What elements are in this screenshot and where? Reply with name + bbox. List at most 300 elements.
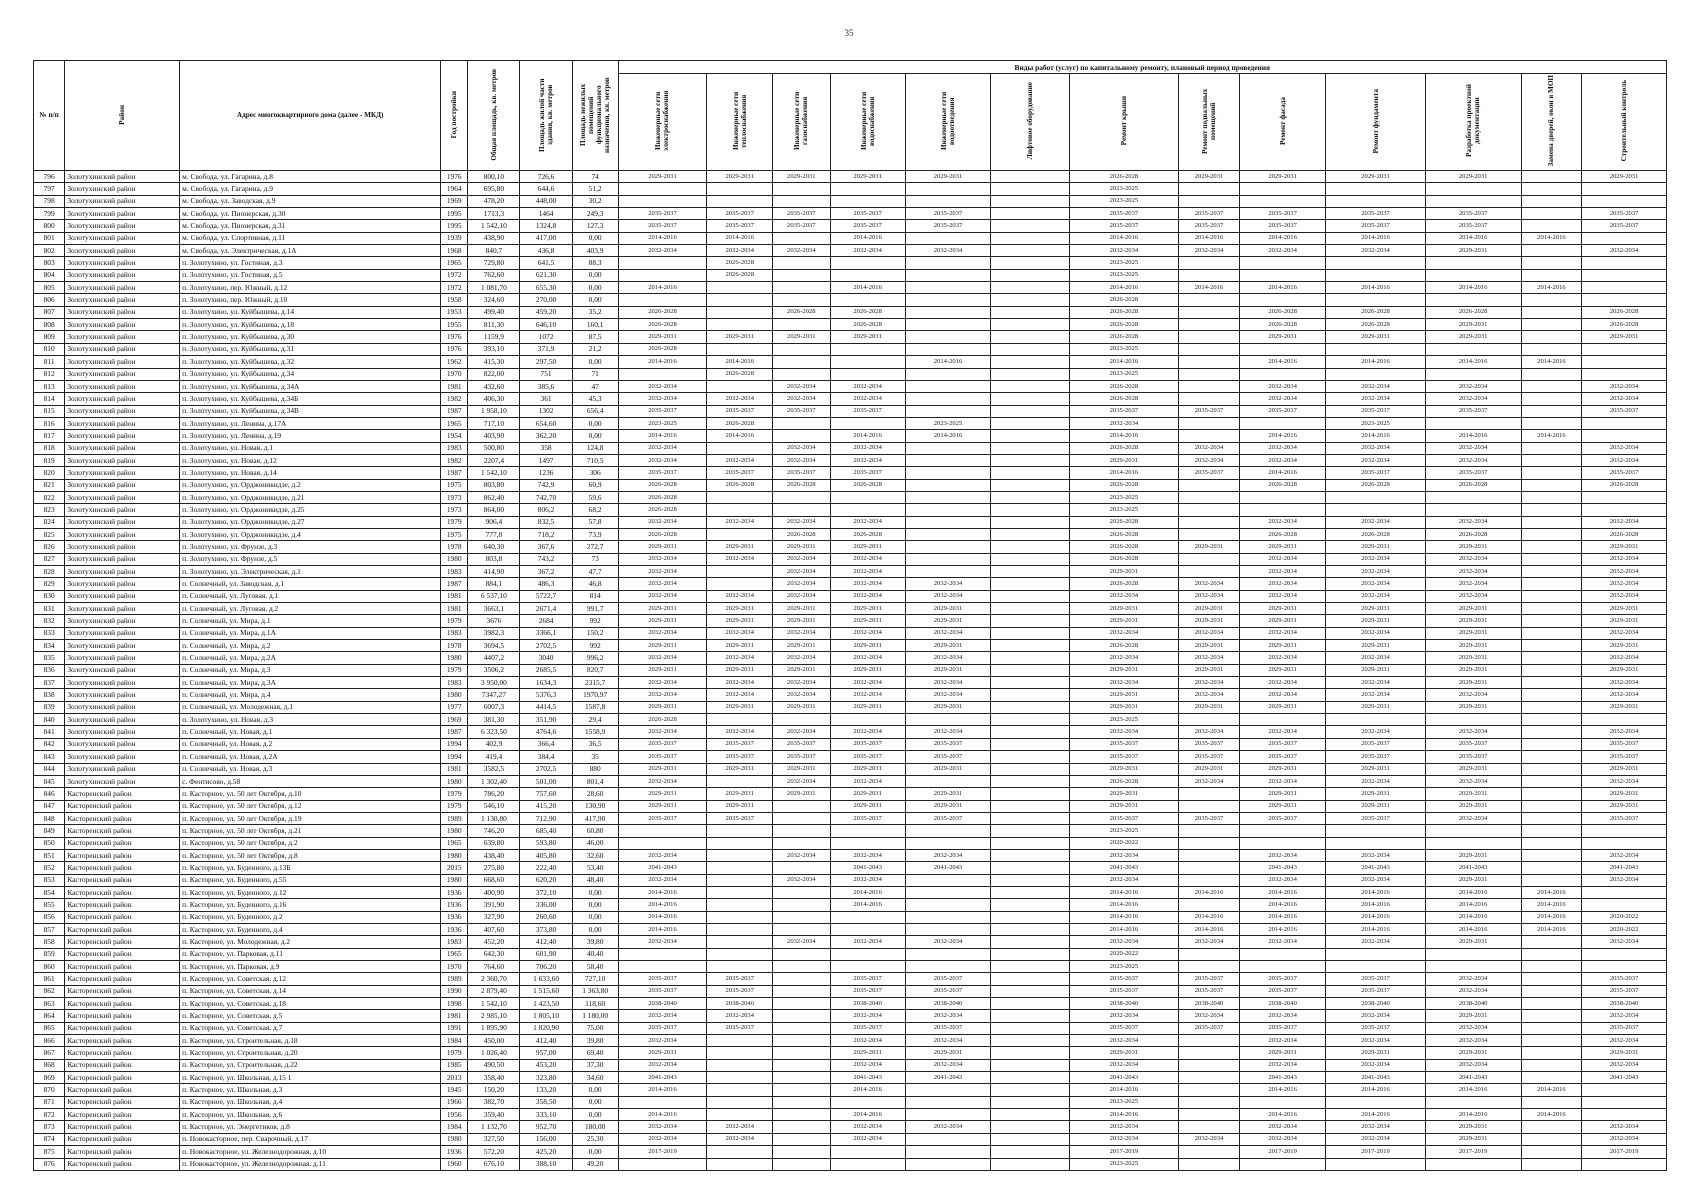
- cell-work-period: [618, 195, 707, 207]
- cell-work-period: 2029-2031: [773, 541, 830, 553]
- cell-work-period: 2038-2040: [1326, 998, 1425, 1010]
- cell-district: Золотухинский район: [65, 627, 180, 639]
- cell-work-period: [830, 195, 905, 207]
- cell-work-period: [773, 998, 830, 1010]
- cell-address: п. Золотухино, ул. Новая, д.12: [180, 454, 441, 466]
- cell-total-area: 450,00: [468, 1035, 520, 1047]
- cell-work-period: [905, 1109, 991, 1121]
- cell-work-period: 2029-2031: [905, 171, 991, 183]
- cell-work-period: 2032-2034: [1425, 985, 1521, 997]
- cell-living-area: 361: [520, 393, 572, 405]
- cell-work-period: [991, 343, 1069, 355]
- cell-nonres-area: 0,00: [572, 232, 618, 244]
- cell-work-period: 2032-2034: [1326, 1035, 1425, 1047]
- cell-work-period: 2032-2034: [1069, 627, 1179, 639]
- table-row: [34, 849, 1667, 861]
- cell-work-period: [991, 504, 1069, 516]
- cell-work-period: [905, 306, 991, 318]
- cell-number: 827: [34, 553, 65, 565]
- cell-work-period: 2032-2034: [773, 936, 830, 948]
- cell-work-period: [707, 528, 773, 540]
- cell-work-period: 2032-2034: [773, 553, 830, 565]
- cell-district: Касторенский район: [65, 911, 180, 923]
- cell-district: Касторенский район: [65, 1096, 180, 1108]
- cell-district: Золотухинский район: [65, 417, 180, 429]
- page-number: 35: [844, 28, 854, 38]
- cell-total-area: 1159,9: [468, 331, 520, 343]
- cell-work-period: [991, 788, 1069, 800]
- cell-work-period: [1326, 491, 1425, 503]
- cell-work-period: [773, 183, 830, 195]
- table-row: [34, 1133, 1667, 1145]
- cell-work-period: [773, 886, 830, 898]
- cell-living-area: 1 515,60: [520, 985, 572, 997]
- cell-work-period: 2035-2037: [905, 985, 991, 997]
- table-row: [34, 874, 1667, 886]
- cell-work-period: 2029-2031: [1239, 701, 1326, 713]
- cell-address: п. Касторное, ул. 50 лет Октября, д.10: [180, 788, 441, 800]
- cell-work-period: 2032-2034: [1582, 1010, 1667, 1022]
- cell-work-period: [1425, 714, 1521, 726]
- cell-living-area: 388,10: [520, 1158, 572, 1170]
- cell-work-period: [991, 257, 1069, 269]
- cell-district: Касторенский район: [65, 849, 180, 861]
- cell-work-period: 2032-2034: [1069, 1059, 1179, 1071]
- cell-work-period: [1521, 652, 1582, 664]
- cell-work-period: [1521, 812, 1582, 824]
- cell-total-area: 676,10: [468, 1158, 520, 1170]
- cell-work-period: [1521, 1158, 1582, 1170]
- cell-work-period: 2029-2031: [773, 701, 830, 713]
- cell-work-period: 2032-2034: [905, 936, 991, 948]
- cell-work-period: 2026-2028: [1326, 528, 1425, 540]
- cell-total-area: 150,20: [468, 1084, 520, 1096]
- cell-work-period: 2014-2016: [1425, 430, 1521, 442]
- cell-number: 797: [34, 183, 65, 195]
- cell-work-period: 2029-2031: [1425, 1047, 1521, 1059]
- cell-work-period: [905, 825, 991, 837]
- cell-district: Золотухинский район: [65, 331, 180, 343]
- cell-work-period: 2032-2034: [1425, 590, 1521, 602]
- cell-work-period: [1239, 837, 1326, 849]
- cell-work-period: 2035-2037: [905, 220, 991, 232]
- table-row: [34, 331, 1667, 343]
- cell-work-period: 2032-2034: [1582, 380, 1667, 392]
- cell-work-period: 2035-2037: [707, 812, 773, 824]
- cell-work-period: 2032-2034: [1239, 936, 1326, 948]
- cell-address: п. Золотухино, пер. Южный, д.10: [180, 294, 441, 306]
- cell-work-period: 2035-2037: [1239, 208, 1326, 220]
- cell-work-period: [830, 183, 905, 195]
- cell-work-period: 2035-2037: [1425, 405, 1521, 417]
- table-row: [34, 664, 1667, 676]
- cell-work-period: [707, 714, 773, 726]
- cell-work-period: 2035-2037: [905, 973, 991, 985]
- cell-work-period: 2032-2034: [1326, 566, 1425, 578]
- cell-work-period: 2023-2025: [1069, 961, 1179, 973]
- cell-work-period: 2032-2034: [1179, 689, 1240, 701]
- cell-address: п. Солнечный, ул. Новая, д.3: [180, 763, 441, 775]
- cell-work-period: 2023-2025: [1069, 343, 1179, 355]
- cell-work-period: 2032-2034: [830, 590, 905, 602]
- cell-work-period: 2014-2016: [1179, 282, 1240, 294]
- cell-work-period: 2020-2022: [1069, 948, 1179, 960]
- cell-work-period: 2032-2034: [1069, 652, 1179, 664]
- cell-nonres-area: 0,00: [572, 1084, 618, 1096]
- cell-address: п. Солнечный, ул. Мира, д.2А: [180, 652, 441, 664]
- table-row: [34, 998, 1667, 1010]
- cell-work-period: 2032-2034: [1179, 652, 1240, 664]
- cell-total-area: 822,00: [468, 368, 520, 380]
- cell-work-period: [1425, 837, 1521, 849]
- cell-work-period: 2032-2034: [1326, 393, 1425, 405]
- cell-work-period: 2014-2016: [1069, 1109, 1179, 1121]
- cell-work-period: [905, 319, 991, 331]
- cell-year: 1979: [441, 1047, 468, 1059]
- cell-work-period: 2014-2016: [707, 232, 773, 244]
- cell-nonres-area: 71: [572, 368, 618, 380]
- cell-number: 856: [34, 911, 65, 923]
- cell-work-period: 2026-2028: [1069, 775, 1179, 787]
- cell-work-period: [991, 751, 1069, 763]
- cell-district: Золотухинский район: [65, 528, 180, 540]
- cell-work-period: 2023-2025: [1069, 714, 1179, 726]
- cell-total-area: 2207,4: [468, 454, 520, 466]
- cell-work-period: 2032-2034: [1326, 652, 1425, 664]
- cell-work-period: 2029-2031: [905, 788, 991, 800]
- cell-work-period: 2029-2031: [1425, 1121, 1521, 1133]
- cell-living-area: 4414,5: [520, 701, 572, 713]
- cell-year: 1987: [441, 726, 468, 738]
- cell-work-period: 2029-2031: [707, 664, 773, 676]
- cell-year: 1980: [441, 874, 468, 886]
- cell-number: 832: [34, 615, 65, 627]
- cell-nonres-area: 69,40: [572, 1047, 618, 1059]
- cell-district: Касторенский район: [65, 1059, 180, 1071]
- cell-work-period: 2032-2034: [618, 1059, 707, 1071]
- cell-nonres-area: 130,90: [572, 800, 618, 812]
- cell-work-period: [1521, 689, 1582, 701]
- cell-work-period: [991, 603, 1069, 615]
- cell-work-period: 2029-2031: [830, 1047, 905, 1059]
- cell-work-period: 2035-2037: [1239, 812, 1326, 824]
- cell-work-period: 2032-2034: [1239, 380, 1326, 392]
- cell-number: 810: [34, 343, 65, 355]
- cell-work-period: [830, 356, 905, 368]
- cell-work-period: 2032-2034: [1582, 516, 1667, 528]
- cell-number: 829: [34, 578, 65, 590]
- cell-number: 875: [34, 1146, 65, 1158]
- cell-work-period: 2014-2016: [1069, 467, 1179, 479]
- cell-work-period: 2032-2034: [1326, 726, 1425, 738]
- cell-work-period: [991, 615, 1069, 627]
- table-row: [34, 578, 1667, 590]
- cell-work-period: [1521, 664, 1582, 676]
- cell-work-period: [1521, 220, 1582, 232]
- cell-work-period: [991, 541, 1069, 553]
- cell-work-period: 2029-2031: [1425, 615, 1521, 627]
- cell-work-period: 2032-2034: [1239, 627, 1326, 639]
- cell-work-period: 2032-2034: [830, 1035, 905, 1047]
- cell-work-period: 2014-2016: [1326, 356, 1425, 368]
- cell-living-area: 952,70: [520, 1121, 572, 1133]
- cell-work-period: 2026-2028: [1425, 479, 1521, 491]
- cell-work-period: [707, 1096, 773, 1108]
- cell-address: п. Солнечный, ул. Молодежная, д.1: [180, 701, 441, 713]
- table-row: [34, 825, 1667, 837]
- cell-work-period: [773, 491, 830, 503]
- cell-work-period: 2032-2034: [1179, 627, 1240, 639]
- table-row: [34, 714, 1667, 726]
- cell-work-period: [905, 961, 991, 973]
- cell-work-period: [1179, 183, 1240, 195]
- cell-living-area: 133,20: [520, 1084, 572, 1096]
- cell-living-area: 742,70: [520, 491, 572, 503]
- cell-work-period: [1239, 961, 1326, 973]
- cell-year: 1984: [441, 1035, 468, 1047]
- cell-work-period: [1521, 343, 1582, 355]
- cell-work-period: [1179, 1096, 1240, 1108]
- cell-work-period: 2035-2037: [1179, 220, 1240, 232]
- cell-district: Золотухинский район: [65, 442, 180, 454]
- cell-work-period: 2014-2016: [1326, 232, 1425, 244]
- cell-work-period: [991, 467, 1069, 479]
- cell-work-period: [1239, 183, 1326, 195]
- table-row: [34, 319, 1667, 331]
- cell-nonres-area: 51,2: [572, 183, 618, 195]
- cell-district: Золотухинский район: [65, 615, 180, 627]
- cell-living-area: 706,20: [520, 961, 572, 973]
- cell-work-period: 2029-2031: [773, 788, 830, 800]
- cell-work-period: [991, 306, 1069, 318]
- cell-district: Золотухинский район: [65, 553, 180, 565]
- table-row: [34, 812, 1667, 824]
- cell-work-period: 2026-2028: [1239, 528, 1326, 540]
- cell-nonres-area: 49,20: [572, 1158, 618, 1170]
- cell-work-period: 2029-2031: [1069, 615, 1179, 627]
- cell-work-period: 2032-2034: [905, 578, 991, 590]
- cell-living-area: 832,5: [520, 516, 572, 528]
- cell-work-period: [991, 1096, 1069, 1108]
- cell-year: 1987: [441, 578, 468, 590]
- cell-nonres-area: 47,7: [572, 566, 618, 578]
- cell-district: Золотухинский район: [65, 652, 180, 664]
- cell-address: п. Касторное, ул. Советская, д.12: [180, 973, 441, 985]
- cell-work-period: [1179, 874, 1240, 886]
- cell-work-period: 2032-2034: [618, 627, 707, 639]
- cell-work-period: 2041-2043: [618, 862, 707, 874]
- cell-living-area: 685,40: [520, 825, 572, 837]
- cell-work-period: [1425, 183, 1521, 195]
- cell-work-period: [905, 1096, 991, 1108]
- cell-work-period: [1521, 467, 1582, 479]
- cell-work-period: 2032-2034: [1326, 627, 1425, 639]
- cell-work-period: 2032-2034: [830, 1059, 905, 1071]
- cell-nonres-area: 74: [572, 171, 618, 183]
- cell-work-period: [707, 566, 773, 578]
- cell-work-period: 2035-2037: [1425, 208, 1521, 220]
- cell-work-period: 2029-2031: [1425, 640, 1521, 652]
- cell-work-period: [707, 874, 773, 886]
- cell-work-period: 2032-2034: [707, 1010, 773, 1022]
- table-row: [34, 294, 1667, 306]
- header-work-type: Инженерные сети электроснабжения: [618, 74, 707, 171]
- cell-work-period: [1521, 961, 1582, 973]
- cell-work-period: [1521, 1072, 1582, 1084]
- cell-work-period: [1521, 257, 1582, 269]
- cell-address: п. Касторное, ул. Строительная, д.20: [180, 1047, 441, 1059]
- cell-district: Золотухинский район: [65, 714, 180, 726]
- cell-work-period: 2035-2037: [1179, 467, 1240, 479]
- cell-work-period: 2035-2037: [905, 1022, 991, 1034]
- cell-work-period: 2032-2034: [1582, 566, 1667, 578]
- cell-work-period: [991, 430, 1069, 442]
- cell-work-period: 2035-2037: [773, 208, 830, 220]
- cell-number: 828: [34, 566, 65, 578]
- cell-work-period: [1582, 183, 1667, 195]
- cell-year: 1990: [441, 985, 468, 997]
- cell-work-period: 2035-2037: [1239, 973, 1326, 985]
- cell-work-period: 2029-2031: [618, 701, 707, 713]
- cell-work-period: [618, 294, 707, 306]
- cell-total-area: 729,80: [468, 257, 520, 269]
- cell-work-period: [991, 998, 1069, 1010]
- cell-work-period: [1179, 862, 1240, 874]
- cell-work-period: [707, 849, 773, 861]
- cell-nonres-area: 814: [572, 590, 618, 602]
- cell-work-period: [773, 985, 830, 997]
- cell-living-area: 222,40: [520, 862, 572, 874]
- cell-work-period: 2029-2031: [905, 800, 991, 812]
- table-row: [34, 245, 1667, 257]
- cell-work-period: 2035-2037: [1069, 985, 1179, 997]
- cell-work-period: 2032-2034: [1425, 812, 1521, 824]
- cell-living-area: 621,30: [520, 269, 572, 281]
- cell-nonres-area: 73,9: [572, 528, 618, 540]
- cell-work-period: [1179, 257, 1240, 269]
- cell-work-period: 2029-2031: [1069, 1047, 1179, 1059]
- cell-work-period: [707, 306, 773, 318]
- cell-work-period: 2029-2031: [1239, 1047, 1326, 1059]
- cell-work-period: 2014-2016: [1069, 356, 1179, 368]
- cell-number: 850: [34, 837, 65, 849]
- cell-work-period: 2026-2028: [1069, 331, 1179, 343]
- cell-nonres-area: 39,80: [572, 936, 618, 948]
- cell-work-period: 2029-2031: [1425, 664, 1521, 676]
- cell-district: Касторенский район: [65, 1035, 180, 1047]
- table-row: [34, 677, 1667, 689]
- cell-work-period: [1326, 825, 1425, 837]
- cell-work-period: [991, 208, 1069, 220]
- cell-district: Золотухинский район: [65, 282, 180, 294]
- cell-work-period: [1521, 751, 1582, 763]
- cell-district: Касторенский район: [65, 837, 180, 849]
- cell-district: Золотухинский район: [65, 775, 180, 787]
- cell-work-period: 2029-2031: [1326, 701, 1425, 713]
- cell-living-area: 646,10: [520, 319, 572, 331]
- cell-address: п. Касторное, ул. 50 лет Октября, д.21: [180, 825, 441, 837]
- cell-work-period: 2035-2037: [1326, 812, 1425, 824]
- cell-address: м. Свобода, ул. Заводская, д.9: [180, 195, 441, 207]
- cell-year: 1983: [441, 627, 468, 639]
- cell-work-period: 2029-2031: [905, 664, 991, 676]
- cell-number: 799: [34, 208, 65, 220]
- cell-work-period: 2032-2034: [1326, 689, 1425, 701]
- cell-work-period: [707, 1109, 773, 1121]
- cell-work-period: 2029-2031: [1179, 171, 1240, 183]
- cell-work-period: 2029-2031: [1582, 640, 1667, 652]
- cell-work-period: 2032-2034: [1582, 1121, 1667, 1133]
- cell-work-period: 2029-2031: [773, 171, 830, 183]
- cell-work-period: 2035-2037: [1069, 973, 1179, 985]
- cell-work-period: [1179, 269, 1240, 281]
- cell-work-period: 2014-2016: [1425, 232, 1521, 244]
- cell-work-period: [991, 936, 1069, 948]
- cell-nonres-area: 60,9: [572, 479, 618, 491]
- cell-work-period: 2035-2037: [773, 467, 830, 479]
- cell-district: Золотухинский район: [65, 269, 180, 281]
- cell-work-period: 2014-2016: [618, 356, 707, 368]
- table-row: [34, 541, 1667, 553]
- cell-work-period: [905, 948, 991, 960]
- cell-work-period: 2026-2028: [1069, 393, 1179, 405]
- cell-work-period: 2032-2034: [707, 652, 773, 664]
- cell-number: 837: [34, 677, 65, 689]
- cell-total-area: 746,20: [468, 825, 520, 837]
- cell-work-period: 2029-2031: [773, 664, 830, 676]
- cell-address: п. Солнечный, ул. Новая, д.2А: [180, 751, 441, 763]
- cell-work-period: 2029-2031: [1582, 763, 1667, 775]
- cell-work-period: 2035-2037: [1069, 405, 1179, 417]
- table-row: [34, 516, 1667, 528]
- cell-work-period: 2014-2016: [1425, 282, 1521, 294]
- cell-work-period: 2032-2034: [830, 578, 905, 590]
- cell-work-period: [1521, 726, 1582, 738]
- cell-work-period: 2032-2034: [1239, 553, 1326, 565]
- cell-living-area: 336,00: [520, 899, 572, 911]
- cell-nonres-area: 992: [572, 640, 618, 652]
- cell-work-period: 2029-2031: [1425, 331, 1521, 343]
- cell-work-period: 2029-2031: [830, 664, 905, 676]
- cell-nonres-area: 710,5: [572, 454, 618, 466]
- cell-work-period: 2035-2037: [905, 751, 991, 763]
- cell-work-period: [1239, 1096, 1326, 1108]
- cell-work-period: 2032-2034: [618, 775, 707, 787]
- cell-work-period: 2035-2037: [1326, 220, 1425, 232]
- cell-nonres-area: 880: [572, 763, 618, 775]
- cell-work-period: [905, 566, 991, 578]
- cell-year: 1981: [441, 590, 468, 602]
- cell-work-period: 2017-2019: [1326, 1146, 1425, 1158]
- cell-living-area: 957,00: [520, 1047, 572, 1059]
- cell-address: п. Касторное, ул. Буденного, д.55: [180, 874, 441, 886]
- cell-work-period: 2029-2031: [1425, 652, 1521, 664]
- cell-work-period: [1179, 306, 1240, 318]
- cell-work-period: [1239, 948, 1326, 960]
- cell-work-period: 2035-2037: [1179, 1022, 1240, 1034]
- cell-total-area: 639,80: [468, 837, 520, 849]
- cell-work-period: [1521, 368, 1582, 380]
- cell-work-period: [1239, 714, 1326, 726]
- cell-work-period: 2014-2016: [1521, 282, 1582, 294]
- cell-work-period: [773, 282, 830, 294]
- cell-work-period: 2032-2034: [1582, 1059, 1667, 1071]
- cell-nonres-area: 48,40: [572, 874, 618, 886]
- cell-work-period: [991, 886, 1069, 898]
- cell-work-period: 2032-2034: [1069, 1121, 1179, 1133]
- cell-nonres-area: 118,60: [572, 998, 618, 1010]
- cell-work-period: [905, 1158, 991, 1170]
